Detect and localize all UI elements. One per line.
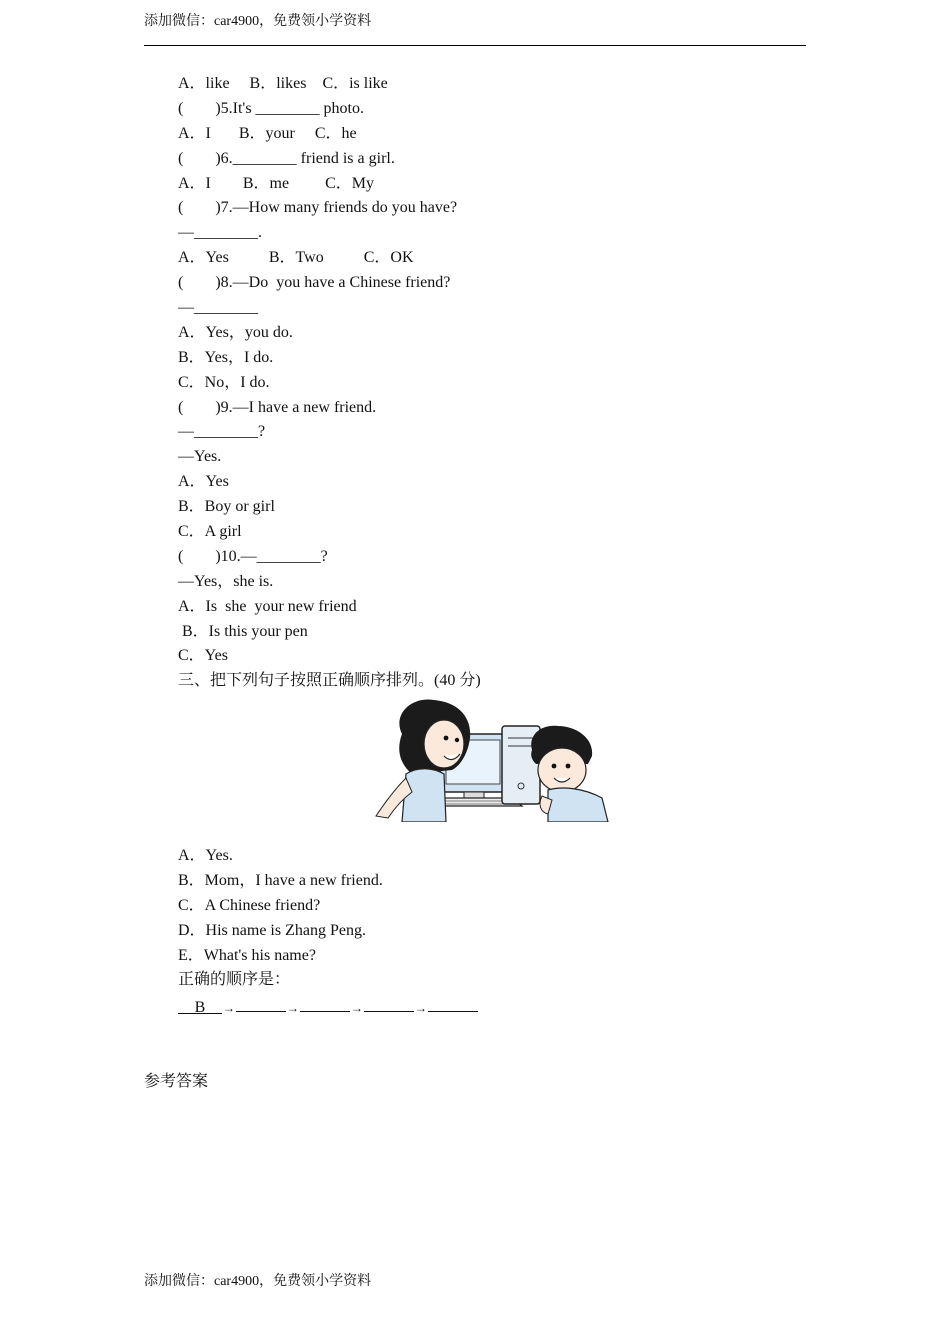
text-line: —________? (178, 423, 266, 441)
text-line: B．Is this your pen (178, 622, 308, 640)
page-footer: 添加微信：car4900，免费领小学资料 (144, 1274, 372, 1289)
text-line: ( )9.—I have a new friend. (178, 398, 377, 416)
answer-blank-5[interactable] (428, 993, 478, 1012)
question-lines (178, 72, 481, 694)
text-line: —________ (178, 299, 258, 317)
page-header: 添加微信：car4900，免费领小学资料 (144, 14, 372, 29)
text-line: A．Is she your new friend (178, 597, 357, 615)
kids-computer-illustration (362, 694, 624, 822)
text-line: ( )7.—How many friends do you have? (178, 199, 458, 217)
option-b: B．Mom，I have a new friend. (178, 871, 383, 889)
text-line: C．No，I do. (178, 373, 270, 391)
text-line: C．A girl (178, 523, 242, 541)
text-line: —________. (178, 224, 262, 242)
order-prompt: 正确的顺序是： (178, 971, 291, 989)
reference-answers-heading: 参考答案 (144, 1073, 209, 1090)
text-line: ( )6.________ friend is a girl. (178, 149, 395, 167)
ordering-options (178, 844, 383, 993)
text-line: B．Yes，I do. (178, 348, 274, 366)
option-d: D．His name is Zhang Peng. (178, 921, 366, 939)
text-line: A．Yes B．Two C．OK (178, 249, 414, 267)
order-answer-line (178, 993, 478, 1018)
text-line: C．Yes (178, 647, 228, 665)
text-line: A．Yes，you do. (178, 323, 293, 341)
answer-blank-1[interactable]: B (178, 995, 222, 1014)
answer-blank-3[interactable] (300, 993, 350, 1012)
answer-blank-4[interactable] (364, 993, 414, 1012)
option-e: E．What's his name? (178, 946, 316, 964)
arrow-icon: → (351, 1001, 363, 1015)
answer-blank-2[interactable] (236, 993, 286, 1012)
text-line: B．Boy or girl (178, 498, 275, 516)
section-heading: 三、把下列句子按照正确顺序排列。(40 分) (178, 672, 481, 690)
arrow-icon: → (223, 1001, 235, 1015)
text-line: ( )8.—Do you have a Chinese friend? (178, 274, 451, 292)
text-line: ( )5.It's ________ photo. (178, 99, 364, 117)
arrow-icon: → (287, 1001, 299, 1015)
text-line: ( )10.—________? (178, 547, 328, 565)
text-line: —Yes，she is. (178, 572, 274, 590)
arrow-icon: → (415, 1001, 427, 1015)
text-line: A．Yes (178, 473, 229, 491)
option-c: C．A Chinese friend? (178, 896, 321, 914)
header-rule (144, 45, 806, 46)
text-line: A．like B．likes C．is like (178, 75, 388, 92)
text-line: A．I B．me C．My (178, 174, 375, 192)
text-line: A．I B．your C．he (178, 124, 357, 142)
option-a: A．Yes. (178, 847, 233, 864)
text-line: —Yes. (178, 448, 222, 466)
